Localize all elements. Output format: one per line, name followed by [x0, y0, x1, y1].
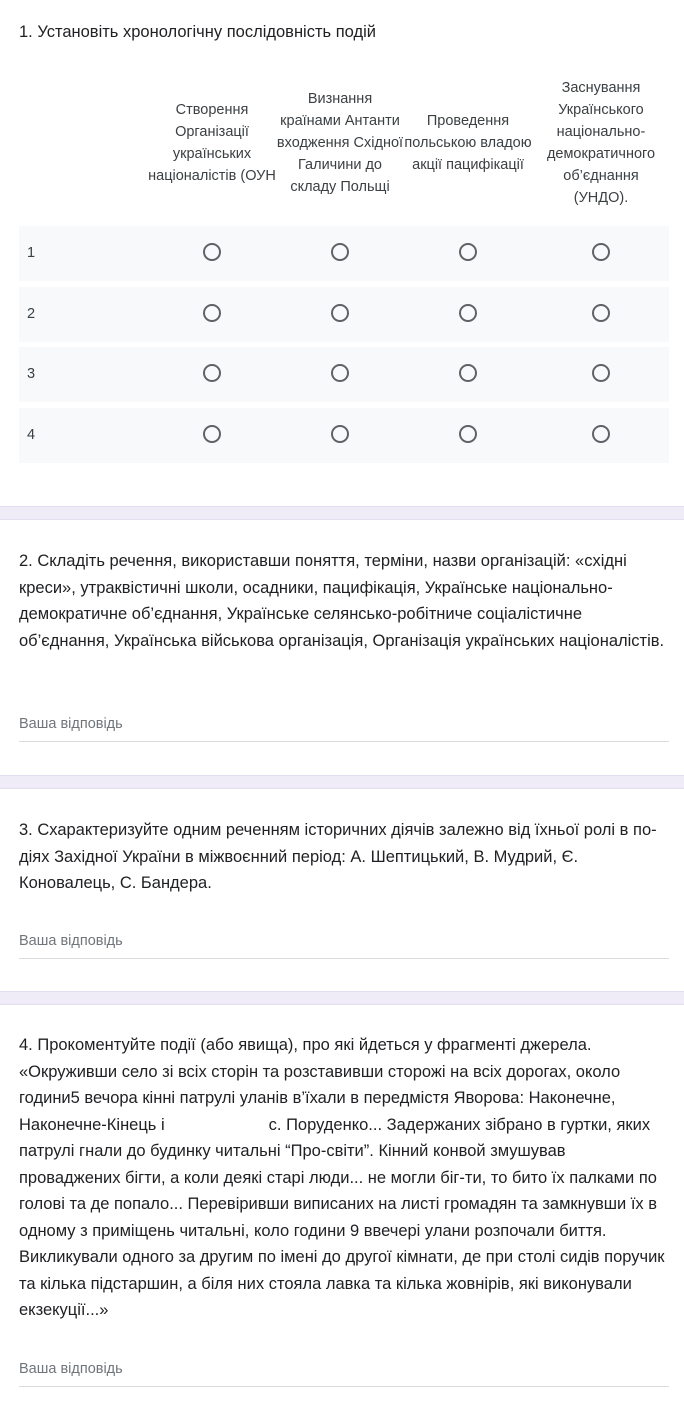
column-header-1: Створення Організації українських націоналістів (ОУН: [148, 102, 276, 184]
question-3-title: 3. Схарактеризуйте одним реченням історичних діячів залежно від їхньої ролі в по-діях Західної України в міжвоєнний період: А. Шептицький, В. Мудрий, Є. Коновалець, С. Бандера.: [19, 821, 657, 892]
question-1-title: 1. Установіть хронологічну послідовність подій: [19, 23, 376, 41]
radio-r3-c2[interactable]: [331, 364, 349, 382]
row-label: 2: [27, 306, 36, 322]
radio-r2-c2[interactable]: [331, 304, 349, 322]
section-divider: [0, 991, 684, 1005]
grid-row-2: [19, 287, 669, 342]
column-header-4: Заснування Українського національно-демократичного об’єднання (УНДО).: [546, 80, 656, 206]
column-header-2: Визнання країнами Антанти входження Східної Галичини до складу Польщі: [276, 91, 404, 195]
radio-r3-c4[interactable]: [592, 364, 610, 382]
column-header-3: Проведення польською владою акції пацифікації: [404, 113, 532, 173]
grid-row-1: [19, 226, 669, 281]
question-2-title: 2. Складіть речення, використавши поняття, терміни, назви організацій: «східні креси», утраквістичні школи, осадники, пацифікація, Українське національно-демократичне об’єднання, Українське селянсько-робітниче соціалістичне об’єднання, Українська військова організація, Організація українських націоналістів.: [19, 552, 665, 650]
answer-input-2[interactable]: Ваша відповідь: [19, 713, 669, 742]
row-label: 1: [27, 245, 36, 261]
section-divider: [0, 775, 684, 789]
radio-r3-c1[interactable]: [203, 364, 221, 382]
radio-r1-c4[interactable]: [592, 243, 610, 261]
row-label: 4: [27, 427, 36, 443]
radio-r1-c2[interactable]: [331, 243, 349, 261]
answer-input-4[interactable]: Ваша відповідь: [19, 1358, 669, 1387]
question-4-text-part1: 4. Прокоментуйте події (або явища), про які йдеться у фрагменті джерела. «Окруживши село зі всіх сторін та розставивши сторожі на всіх дорогах, около години5 вечора кінні патрулі уланів в’їхали в передмістя Яворова: Наконечне, Наконечне-Кінець і: [19, 1036, 621, 1134]
radio-r2-c4[interactable]: [592, 304, 610, 322]
question-4-title: [19, 1032, 670, 1324]
radio-r4-c1[interactable]: [203, 425, 221, 443]
radio-r1-c1[interactable]: [203, 243, 221, 261]
row-label: 3: [27, 366, 36, 382]
radio-r1-c3[interactable]: [459, 243, 477, 261]
radio-r4-c4[interactable]: [592, 425, 610, 443]
question-4-text-part2: с. Поруденко... Задержаних зібрано в гуртки, яких патрулі гнали до будинку читальні “Про-світи”. Кінний конвой змушував проваджених бігти, а коли деякі старі люди... не могли біг-ти, то бито їх палками по голові та де попало... Перевіривши виписаних на листі громадян та замкнувши їх в одному з приміщень читальні, коло години 9 ввечері улани розпочали биття. Викликували одного за другим по імені до другої кімнати, де при столі сидів поручик та кілька підстаршин, а біля них стояла лавка та кілька жовнірів, які виконували екзекуції...»: [19, 1115, 665, 1319]
answer-input-3[interactable]: Ваша відповідь: [19, 930, 669, 959]
grid-row-3: [19, 347, 669, 402]
radio-r4-c2[interactable]: [331, 425, 349, 443]
radio-r2-c1[interactable]: [203, 304, 221, 322]
radio-r3-c3[interactable]: [459, 364, 477, 382]
section-divider: [0, 506, 684, 520]
grid-row-4: [19, 408, 669, 463]
radio-r2-c3[interactable]: [459, 304, 477, 322]
radio-r4-c3[interactable]: [459, 425, 477, 443]
